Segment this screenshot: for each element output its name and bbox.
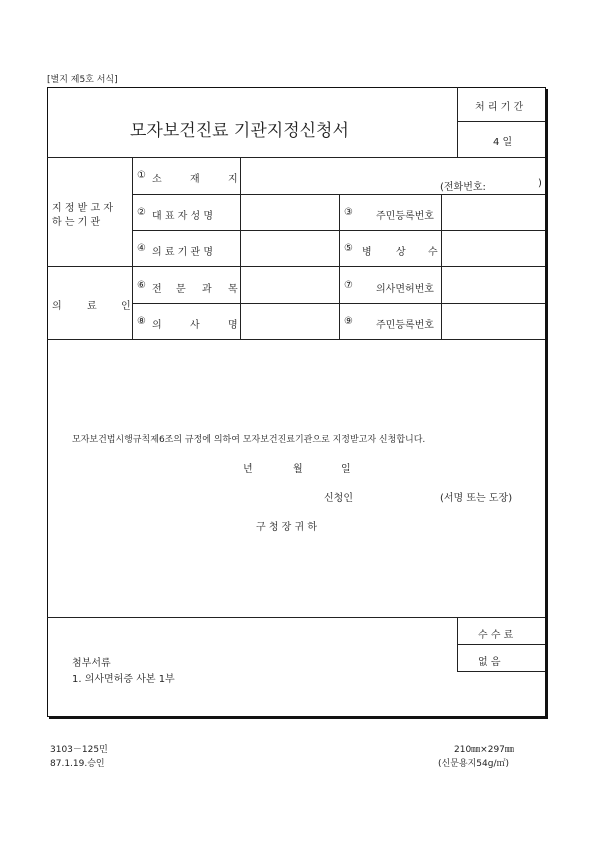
beds-label-2: 상 — [396, 247, 406, 258]
signature-label: (서명 또는 도장) — [440, 493, 513, 504]
inst-name-label: 의 료 기 관 명 — [152, 247, 214, 258]
beds-num: ⑤ — [344, 243, 353, 254]
divider — [47, 157, 545, 158]
recipient: 구 청 장 귀 하 — [256, 522, 318, 533]
rep-name-label: 대 표 자 성 명 — [152, 211, 214, 222]
beds-label-3: 수 — [428, 247, 438, 258]
date-day: 일 — [341, 464, 351, 475]
divider — [441, 194, 442, 339]
doctor-id-label: 주민등록번호 — [376, 320, 434, 331]
doctor-group-label-2: 료 — [87, 301, 97, 312]
applicant-label: 신청인 — [324, 493, 353, 504]
divider — [47, 617, 545, 618]
date-year: 년 — [243, 464, 253, 475]
page-title: 모자보건진료 기관지정신청서 — [130, 121, 349, 141]
processing-period-value: 4 일 — [493, 137, 513, 148]
license-num: ⑦ — [344, 280, 353, 291]
license-label: 의사면허번호 — [376, 284, 434, 295]
specialty-num: ⑥ — [137, 280, 146, 291]
doctor-group-label-3: 인 — [121, 301, 131, 312]
location-label-3: 지 — [228, 174, 238, 185]
rep-name-num: ② — [137, 207, 146, 218]
specialty-label-3: 과 — [202, 284, 212, 295]
footer-paper-size: 210㎜×297㎜ — [454, 745, 514, 755]
divider — [457, 121, 545, 122]
location-label-1: 소 — [152, 174, 162, 185]
divider — [339, 194, 340, 339]
divider — [240, 157, 241, 339]
fee-label: 수 수 료 — [478, 630, 514, 641]
location-phone-close: ) — [538, 178, 542, 189]
fee-value: 없 음 — [478, 657, 501, 668]
inst-name-num: ④ — [137, 243, 146, 254]
processing-period-label: 처 리 기 간 — [475, 102, 524, 113]
doctor-name-label-2: 사 — [190, 320, 200, 331]
rep-id-label: 주민등록번호 — [376, 211, 434, 222]
location-phone-label: (전화번호: — [440, 182, 486, 193]
doctor-name-num: ⑧ — [137, 316, 146, 327]
specialty-label-1: 전 — [152, 284, 162, 295]
divider — [457, 87, 458, 157]
specialty-label-2: 문 — [176, 284, 186, 295]
footer-form-code: 3103－125민 — [50, 745, 108, 755]
doctor-name-label-3: 명 — [228, 320, 238, 331]
application-statement: 모자보건법시행규칙제6조의 규정에 의하여 모자보건진료기관으로 지정받고자 신청합니다. — [72, 435, 426, 445]
date-month: 월 — [293, 464, 303, 475]
designated-label-line1: 지 정 받 고 자 — [52, 203, 114, 214]
attachments-label: 첨부서류 — [72, 658, 111, 669]
location-label-2: 재 — [190, 174, 200, 185]
specialty-label-4: 목 — [228, 284, 238, 295]
doctor-group-label-1: 의 — [52, 301, 62, 312]
attachment-item: 1. 의사면허증 사본 1부 — [72, 674, 175, 685]
footer-approval: 87.1.19.승인 — [50, 759, 105, 769]
divider — [132, 157, 133, 339]
form-number: [별지 제5호 서식] — [47, 75, 118, 85]
divider — [457, 671, 545, 672]
divider — [47, 266, 545, 267]
designated-label-line2: 하 는 기 관 — [52, 217, 101, 228]
doctor-id-num: ⑨ — [344, 316, 353, 327]
divider — [457, 644, 545, 645]
doctor-name-label-1: 의 — [152, 320, 162, 331]
beds-label-1: 병 — [362, 247, 372, 258]
footer-paper-type: (신문용지54g/㎡) — [438, 759, 509, 769]
rep-id-num: ③ — [344, 207, 353, 218]
divider — [47, 339, 545, 340]
location-num: ① — [137, 170, 146, 181]
